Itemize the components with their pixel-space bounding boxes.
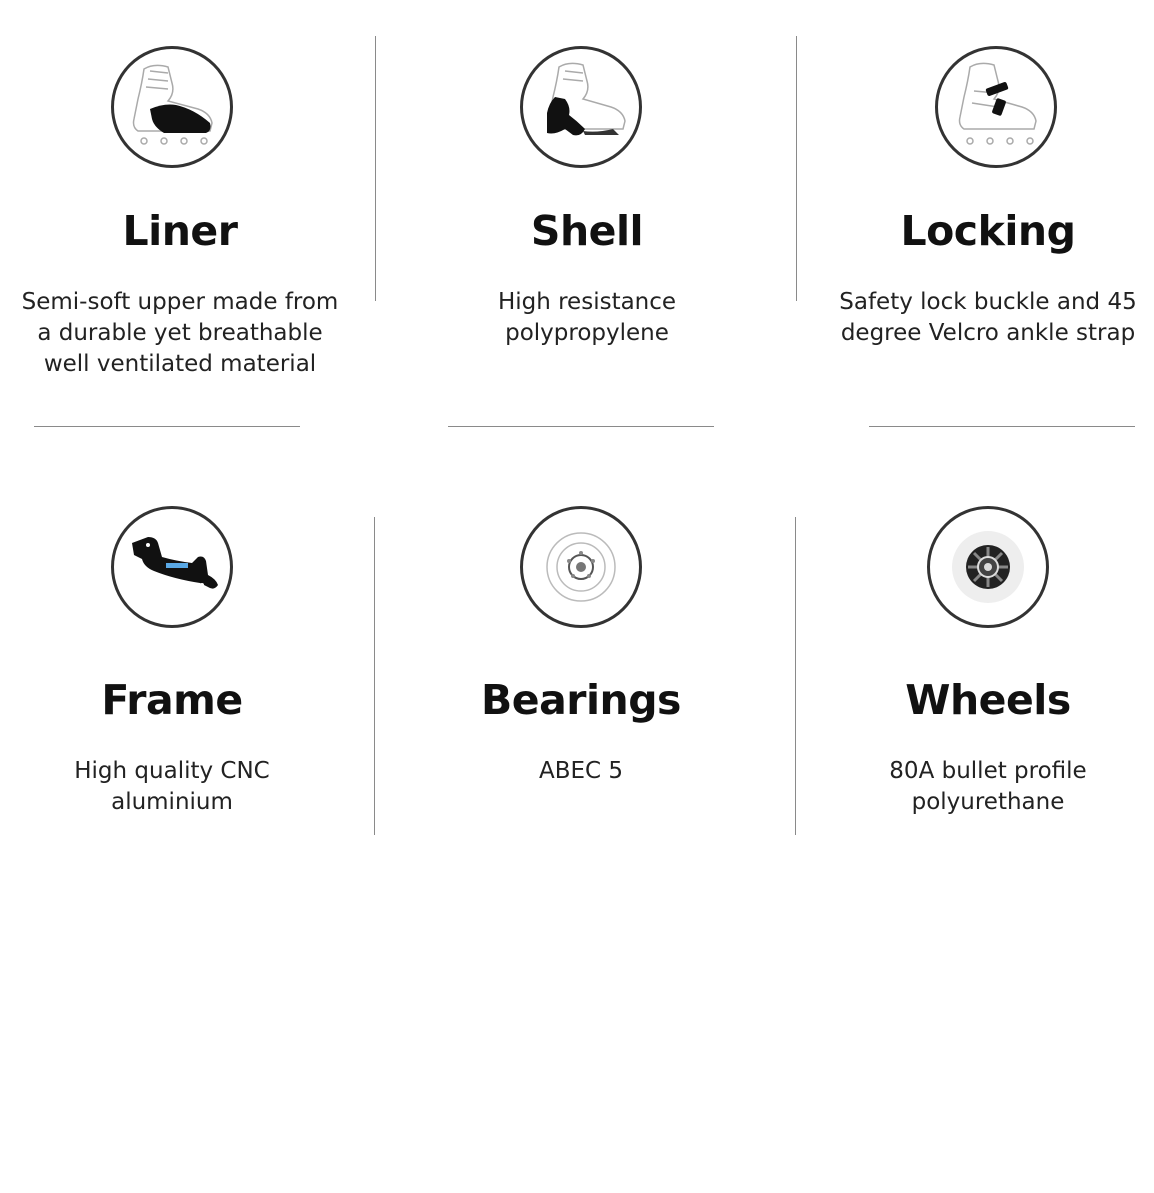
description-line: polyurethane	[911, 789, 1065, 815]
feature-description	[0, 756, 352, 818]
feature-description	[808, 756, 1154, 818]
description-line: ABEC 5	[538, 758, 624, 784]
feature-description	[808, 287, 1154, 349]
description-line: Semi-soft upper made from	[21, 289, 339, 315]
row-divider	[448, 426, 714, 427]
feature-title: Locking	[900, 207, 1076, 255]
row-divider	[869, 426, 1135, 427]
feature-title: Shell	[530, 207, 644, 255]
feature-description	[401, 756, 761, 787]
feature-title: Liner	[122, 207, 238, 255]
wheel-icon	[927, 506, 1049, 628]
column-divider	[796, 36, 797, 301]
feature-description	[407, 287, 767, 349]
description-line: a durable yet breathable	[37, 320, 323, 346]
feature-title: Wheels	[905, 676, 1071, 724]
column-divider	[374, 517, 375, 835]
row-divider	[34, 426, 300, 427]
column-divider	[375, 36, 376, 301]
feature-title: Bearings	[481, 676, 681, 724]
skate-shell-icon	[520, 46, 642, 168]
description-line: 80A bullet profile	[889, 758, 1087, 784]
skate-liner-icon	[111, 46, 233, 168]
description-line: Safety lock buckle and 45	[839, 289, 1137, 315]
description-line: degree Velcro ankle strap	[840, 320, 1136, 346]
skate-frame-icon	[111, 506, 233, 628]
skate-locking-icon	[935, 46, 1057, 168]
feature-title: Frame	[101, 676, 243, 724]
description-line: polypropylene	[505, 320, 669, 346]
bearing-icon	[520, 506, 642, 628]
description-line: High resistance	[497, 289, 677, 315]
description-line: well ventilated material	[43, 351, 317, 377]
feature-description	[0, 287, 360, 380]
description-line: High quality CNC	[74, 758, 270, 784]
column-divider	[795, 517, 796, 835]
description-line: aluminium	[111, 789, 233, 815]
